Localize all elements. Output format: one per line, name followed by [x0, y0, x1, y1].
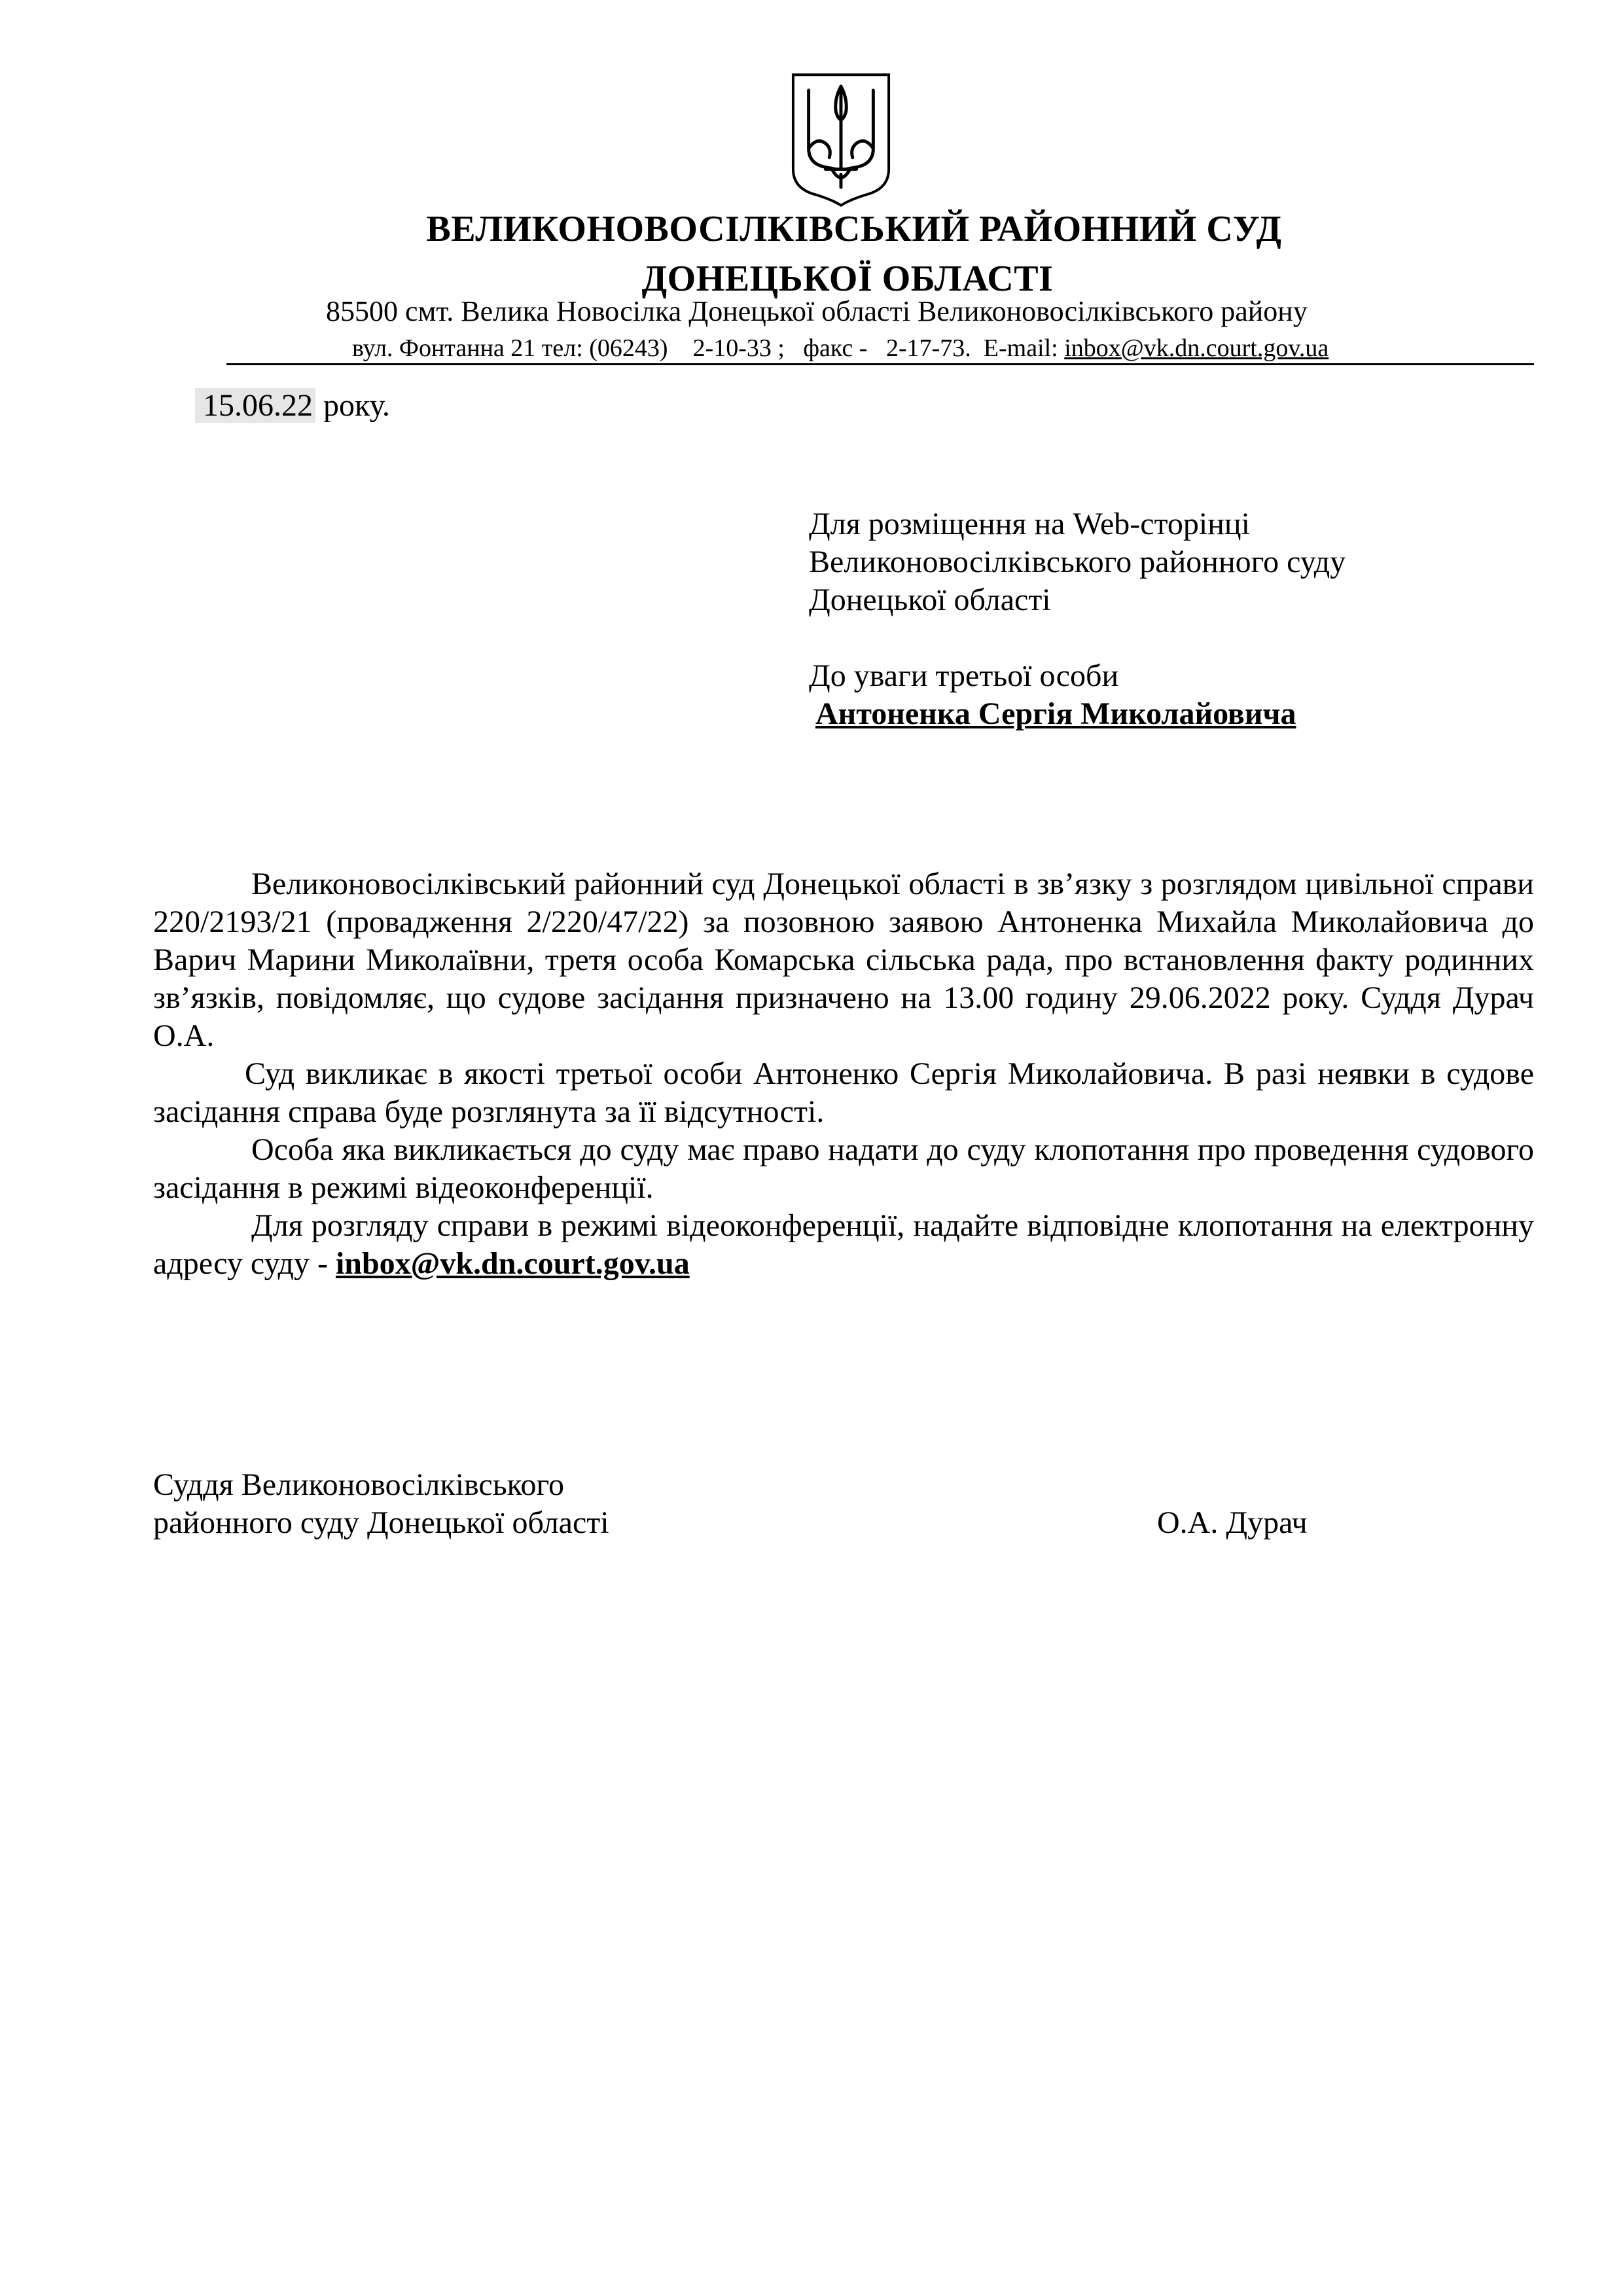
paragraph-4-text: Для розгляду справи в режимі відеоконференції, надайте відповідне клопотання на електронну адресу суду - — [153, 1208, 1534, 1281]
court-street-phone-fax: вул. Фонтанна 21 тел: (06243) 2-10-33 ; факс - 2-17-73. E-mail: — [352, 334, 1065, 362]
document-date — [195, 386, 390, 425]
signature-title-line1: Суддя Великоновосілківського — [153, 1467, 564, 1502]
court-name-line2: ДОНЕЦЬКОЇ ОБЛАСТІ — [641, 259, 1054, 299]
paragraph-2: Суд викликає в якості третьої особи Антоненко Сергія Миколайовича. В разі неявки в судове засідання справа буде розглянута за її відсутності. — [153, 1056, 1534, 1129]
court-title — [0, 204, 1623, 304]
signature-title-line2: районного суду Донецької області — [153, 1505, 609, 1540]
coat-of-arms-icon — [789, 72, 893, 208]
header-divider — [226, 363, 1534, 365]
paragraph-4 — [153, 1207, 1534, 1283]
judge-name: О.А. Дурач — [1157, 1505, 1308, 1540]
signature-title — [153, 1466, 609, 1542]
third-party-name: Антоненка Сергія Миколайовича — [815, 696, 1296, 731]
addressee-block — [809, 505, 1346, 733]
court-email-link[interactable]: inbox@vk.dn.court.gov.ua — [335, 1246, 690, 1281]
paragraph-1: Великоновосілківський районний суд Донецької області в зв’язку з розглядом цивільної справи 220/2193/21 (провадження 2/220/47/22) за позовною заявою Антоненка Михайла Миколайовича до Варич Марини Миколаївни, третя особа Комарська сільська рада, про встановлення факту родинних зв’язків, повідомляє, що судове засідання призначено на 13.00 годину 29.06.2022 року. Суддя Дурач О.А. — [153, 867, 1534, 1053]
court-name-line1: ВЕЛИКОНОВОСІЛКІВСЬКИЙ РАЙОННИЙ СУД — [426, 209, 1282, 249]
court-address: 85500 смт. Велика Новосілка Донецької області Великоновосілківського району — [326, 295, 1308, 327]
court-contacts — [352, 332, 1329, 364]
paragraph-3: Особа яка викликається до суду має право надати до суду клопотання про проведення судового засідання в режимі відеоконференції. — [153, 1132, 1534, 1205]
date-value: 15.06.22 — [195, 388, 315, 423]
date-suffix: року. — [315, 388, 390, 423]
attention-line: До уваги третьої особи — [809, 658, 1119, 693]
addressee-line3: Донецької області — [809, 583, 1051, 617]
addressee-line2: Великоновосілківського районного суду — [809, 545, 1346, 579]
addressee-line1: Для розміщення на Web-сторінці — [809, 507, 1250, 541]
notice-body — [153, 865, 1534, 1283]
header-email-link[interactable]: inbox@vk.dn.court.gov.ua — [1064, 334, 1329, 362]
